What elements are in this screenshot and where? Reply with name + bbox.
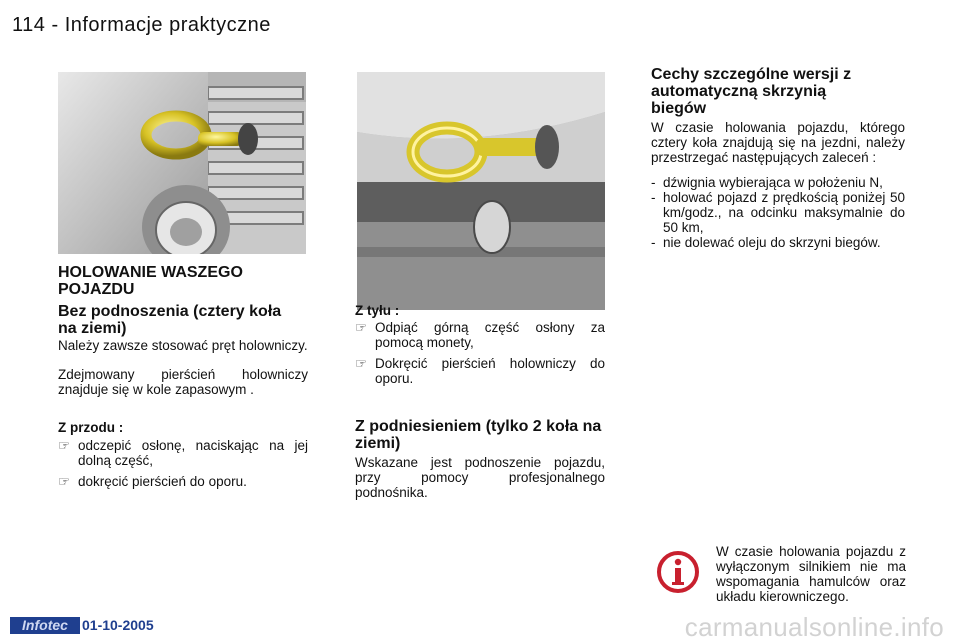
rear-towing-illustration xyxy=(357,72,605,310)
subheading-four-wheels: Bez podnoszenia (cztery koła na ziemi) xyxy=(58,303,282,337)
list-item: - dźwignia wybierająca w położeniu N, xyxy=(651,175,883,190)
front-bumper-drawing xyxy=(58,72,306,254)
info-icon xyxy=(656,550,700,594)
automatic-intro: W czasie holowania pojazdu, którego cztery koła znajdują się na jezdni, należy przestrzegać następujących zaleceń : xyxy=(651,120,905,165)
print-date: 01-10-2005 xyxy=(82,617,154,633)
finger-pointer-icon: ☞ xyxy=(58,438,71,453)
list-item: ☞ Dokręcić pierścień holowniczy do oporu. xyxy=(355,356,605,386)
list-item: ☞ dokręcić pierścień do oporu. xyxy=(58,474,247,489)
paragraph-ring-location: Zdejmowany pierścień holowniczy znajduje się w kole zapasowym . xyxy=(58,367,308,397)
rear-steps-list xyxy=(355,320,605,386)
front-label: Z przodu : xyxy=(58,420,124,435)
paragraph-lifting: Wskazane jest podnoszenie pojazdu, przy pomocy profesjonalnego podnośnika. xyxy=(355,455,605,500)
finger-pointer-icon: ☞ xyxy=(58,474,71,489)
paragraph-tow-bar: Należy zawsze stosować pręt holowniczy. xyxy=(58,338,308,353)
front-steps-list xyxy=(58,438,308,489)
header-separator: - xyxy=(51,14,59,36)
rear-label: Z tyłu : xyxy=(355,303,400,318)
list-item: - nie dolewać oleju do skrzyni biegów. xyxy=(651,235,881,250)
warning-note: W czasie holowania pojazdu z wyłączonym silnikiem nie ma wspomagania hamulców oraz układu kierowniczego. xyxy=(716,544,906,604)
list-item: ☞ odczepić osłonę, naciskając na jej dolną część, xyxy=(58,438,308,468)
infotec-logo: Infotec xyxy=(10,617,80,634)
page-header xyxy=(12,14,271,37)
towing-title: HOLOWANIE WASZEGO POJAZDU xyxy=(58,264,243,298)
automatic-gearbox-title: Cechy szczególne wersji z automatyczną skrzynią biegów xyxy=(651,66,852,117)
subheading-two-wheels: Z podniesieniem (tylko 2 koła na ziemi) xyxy=(355,418,602,452)
section-title: Informacje praktyczne xyxy=(64,14,271,36)
watermark: carmanualsonline.info xyxy=(684,612,944,642)
finger-pointer-icon: ☞ xyxy=(355,356,368,371)
automatic-rules-list xyxy=(651,175,905,250)
rear-bumper-drawing xyxy=(357,72,605,310)
list-item: ☞ Odpiąć górną część osłony za pomocą monety, xyxy=(355,320,605,350)
list-item: - holować pojazd z prędkością poniżej 50 km/godz., na odcinku maksymalnie do 50 km, xyxy=(651,190,905,235)
finger-pointer-icon: ☞ xyxy=(355,320,368,335)
page-number: 114 xyxy=(12,14,46,36)
front-towing-illustration xyxy=(58,72,306,254)
